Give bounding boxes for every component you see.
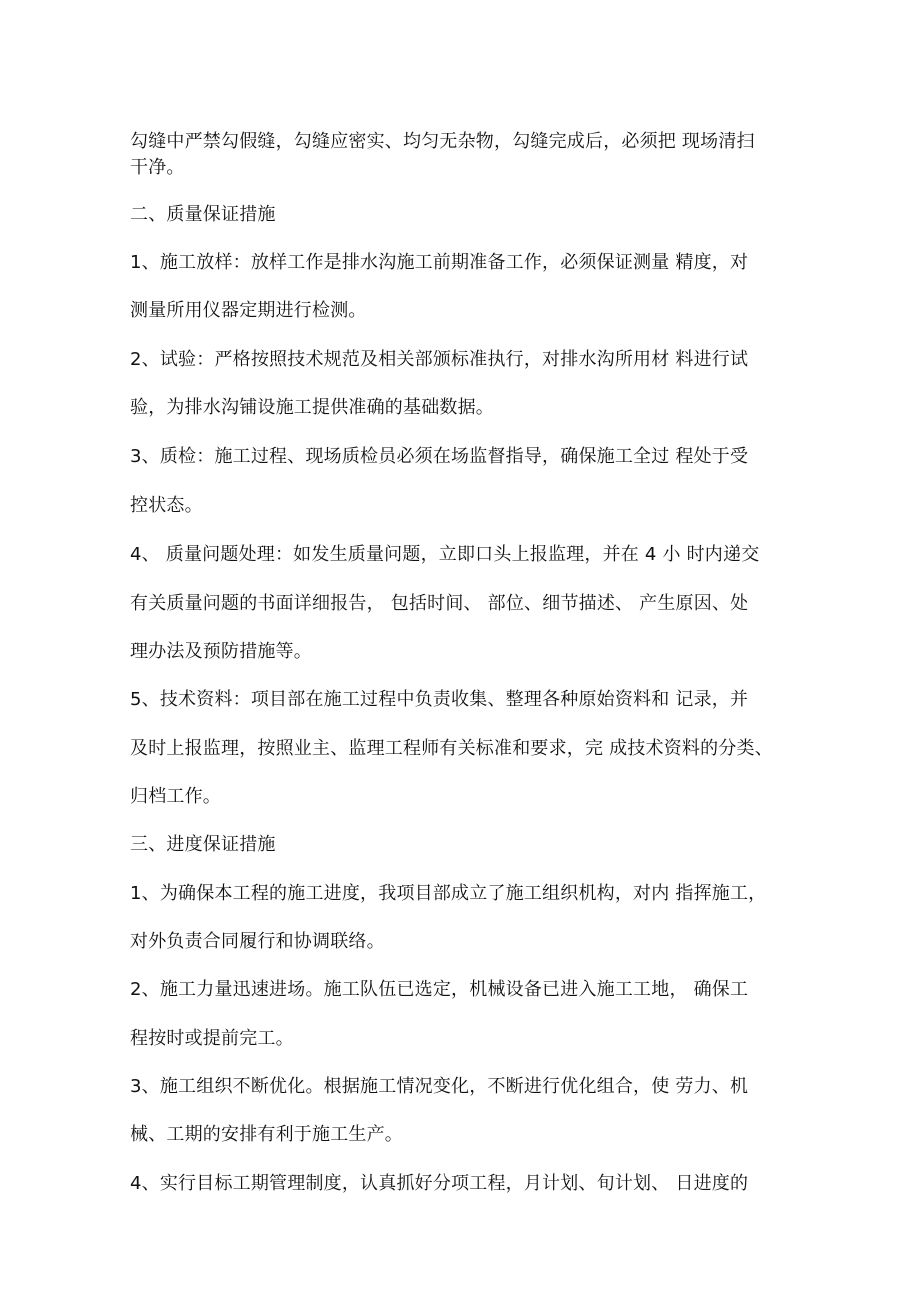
text-line: 勾缝中严禁勾假缝，勾缝应密实、均匀无杂物，勾缝完成后，必须把 现场清扫 <box>130 131 755 152</box>
text-line: 2、施工力量迅速进场。施工队伍已选定，机械设备已进入施工工地， 确保工 <box>130 979 749 1000</box>
text-line: 理办法及预防措施等。 <box>130 641 312 662</box>
text-line: 归档工作。 <box>130 786 221 807</box>
text-line: 1、施工放样：放样工作是排水沟施工前期准备工作，必须保证测量 精度，对 <box>130 252 749 273</box>
text-line: 3、施工组织不断优化。根据施工情况变化，不断进行优化组合，使 劳力、机 <box>130 1076 749 1097</box>
text-line: 及时上报监理，按照业主、监理工程师有关标准和要求，完 成技术资料的分类、 <box>130 738 773 759</box>
text-line: 2、试验：严格按照技术规范及相关部颁标准执行，对排水沟所用材 料进行试 <box>130 349 749 370</box>
text-line: 有关质量问题的书面详细报告， 包括时间、 部位、细节描述、 产生原因、处 <box>130 593 749 614</box>
text-line: 4、实行目标工期管理制度，认真抓好分项工程，月计划、旬计划、 日进度的 <box>130 1173 749 1194</box>
text-line: 程按时或提前完工。 <box>130 1028 294 1049</box>
text-line: 械、工期的安排有利于施工生产。 <box>130 1124 403 1145</box>
text-line: 控状态。 <box>130 495 203 516</box>
text-line: 1、为确保本工程的施工进度，我项目部成立了施工组织机构，对内 指挥施工， <box>130 883 767 904</box>
text-line: 验，为排水沟铺设施工提供准确的基础数据。 <box>130 397 494 418</box>
section-heading: 二、质量保证措施 <box>130 204 276 225</box>
text-line: 5、技术资料：项目部在施工过程中负责收集、整理各种原始资料和 记录，并 <box>130 689 749 710</box>
text-line: 对外负责合同履行和协调联络。 <box>130 931 385 952</box>
section-heading: 三、进度保证措施 <box>130 834 276 855</box>
text-line: 4、 质量问题处理：如发生质量问题，立即口头上报监理，并在 4 小 时内递交 <box>130 544 760 565</box>
text-line: 测量所用仪器定期进行检测。 <box>130 300 367 321</box>
text-line: 干净。 <box>130 157 185 178</box>
text-line: 3、质检：施工过程、现场质检员必须在场监督指导，确保施工全过 程处于受 <box>130 446 749 467</box>
